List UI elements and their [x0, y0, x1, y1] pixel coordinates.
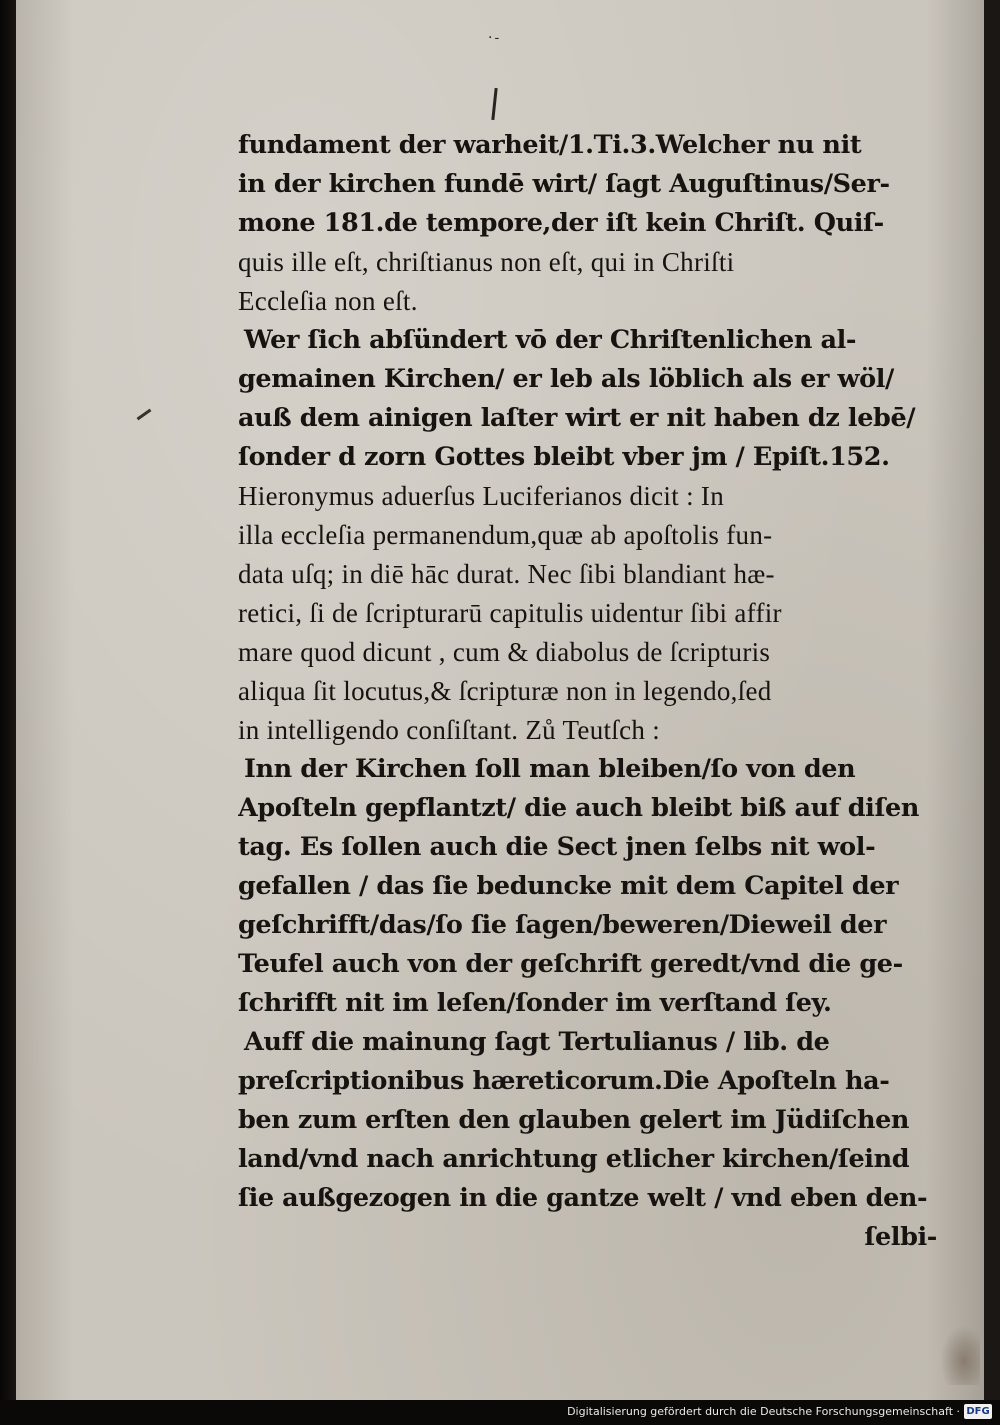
- text-line: preſcriptionibus hæreticorum.Die Apoſteln ha-: [238, 1066, 890, 1096]
- text-line: Hieronymus aduerſus Luciferianos dicit : In: [238, 481, 725, 511]
- text-line: gemainen Kirchen/ er leb als löblich als er wöl/: [238, 364, 894, 394]
- text-line: mone 181.de tempore,der iſt kein Chriſt. Quiſ-: [238, 208, 884, 238]
- text-line: land/vnd nach anrichtung etlicher kirchen/ſeind: [238, 1144, 910, 1174]
- text-line: aliqua ſit locutus,& ſcripturæ non in legendo,ſed: [238, 676, 772, 706]
- text-line: illa eccleſia permanendum,quæ ab apoſtolis fun-: [238, 520, 773, 550]
- text-line: ben zum erſten den glauben gelert im Jüdiſchen: [238, 1105, 910, 1135]
- text-line: gefallen / das ſie beduncke mit dem Capitel der: [238, 871, 899, 901]
- text-line: quis ille eſt, chriſtianus non eſt, qui in Chriſti: [238, 247, 735, 277]
- text-line: ſonder d zorn Gottes bleibt vber jm / Epiſt.152.: [238, 442, 890, 472]
- dfg-logo[interactable]: DFG: [964, 1404, 992, 1419]
- text-line: Auff die mainung ſagt Tertulianus / lib. de: [244, 1027, 830, 1057]
- text-line: geſchrifft/das/ſo ſie ſagen/beweren/Dieweil der: [238, 910, 887, 940]
- text-line: Apoſteln gepflantzt/ die auch bleibt biß auf diſen: [238, 793, 920, 823]
- corner-stain: [940, 1325, 980, 1385]
- text-line: ſie außgezogen in die gantze welt / vnd eben den-: [238, 1183, 928, 1213]
- top-mark: ·-: [488, 30, 502, 46]
- footer-credit: Digitalisierung gefördert durch die Deutsche Forschungsgemeinschaft ·: [567, 1405, 960, 1418]
- catchword: ſelbi-: [864, 1222, 937, 1252]
- text-line: tag. Es ſollen auch die Sect jnen ſelbs nit wol-: [238, 832, 876, 862]
- text-line: retici, ſi de ſcripturarū capitulis uidentur ſibi affir: [238, 598, 782, 628]
- text-line: data uſq; in diē hāc durat. Nec ſibi blandiant hæ-: [238, 559, 775, 589]
- text-line: Inn der Kirchen ſoll man bleiben/ſo von den: [244, 754, 856, 784]
- text-line: in der kirchen fundē wirt/ ſagt Auguſtinus/Ser-: [238, 169, 890, 199]
- main-text: [238, 126, 943, 1257]
- text-line: ſchrifft nit im leſen/ſonder im verſtand ſey.: [238, 988, 832, 1018]
- text-line: mare quod dicunt , cum & diabolus de ſcripturis: [238, 637, 771, 667]
- text-line: Eccleſia non eſt.: [238, 286, 418, 316]
- text-line: auß dem ainigen laſter wirt er nit haben dz lebē/: [238, 403, 916, 433]
- text-line: fundament der warheit/1.Ti.3.Welcher nu nit: [238, 130, 862, 160]
- text-line: in intelligendo conſiſtant. Zů Teutſch :: [238, 715, 661, 745]
- text-line: Wer ſich abſündert vō der Chriſtenlichen al-: [244, 325, 857, 355]
- scan-right-edge: [984, 0, 1000, 1400]
- text-line: Teufel auch von der geſchrift geredt/vnd die ge-: [238, 949, 903, 979]
